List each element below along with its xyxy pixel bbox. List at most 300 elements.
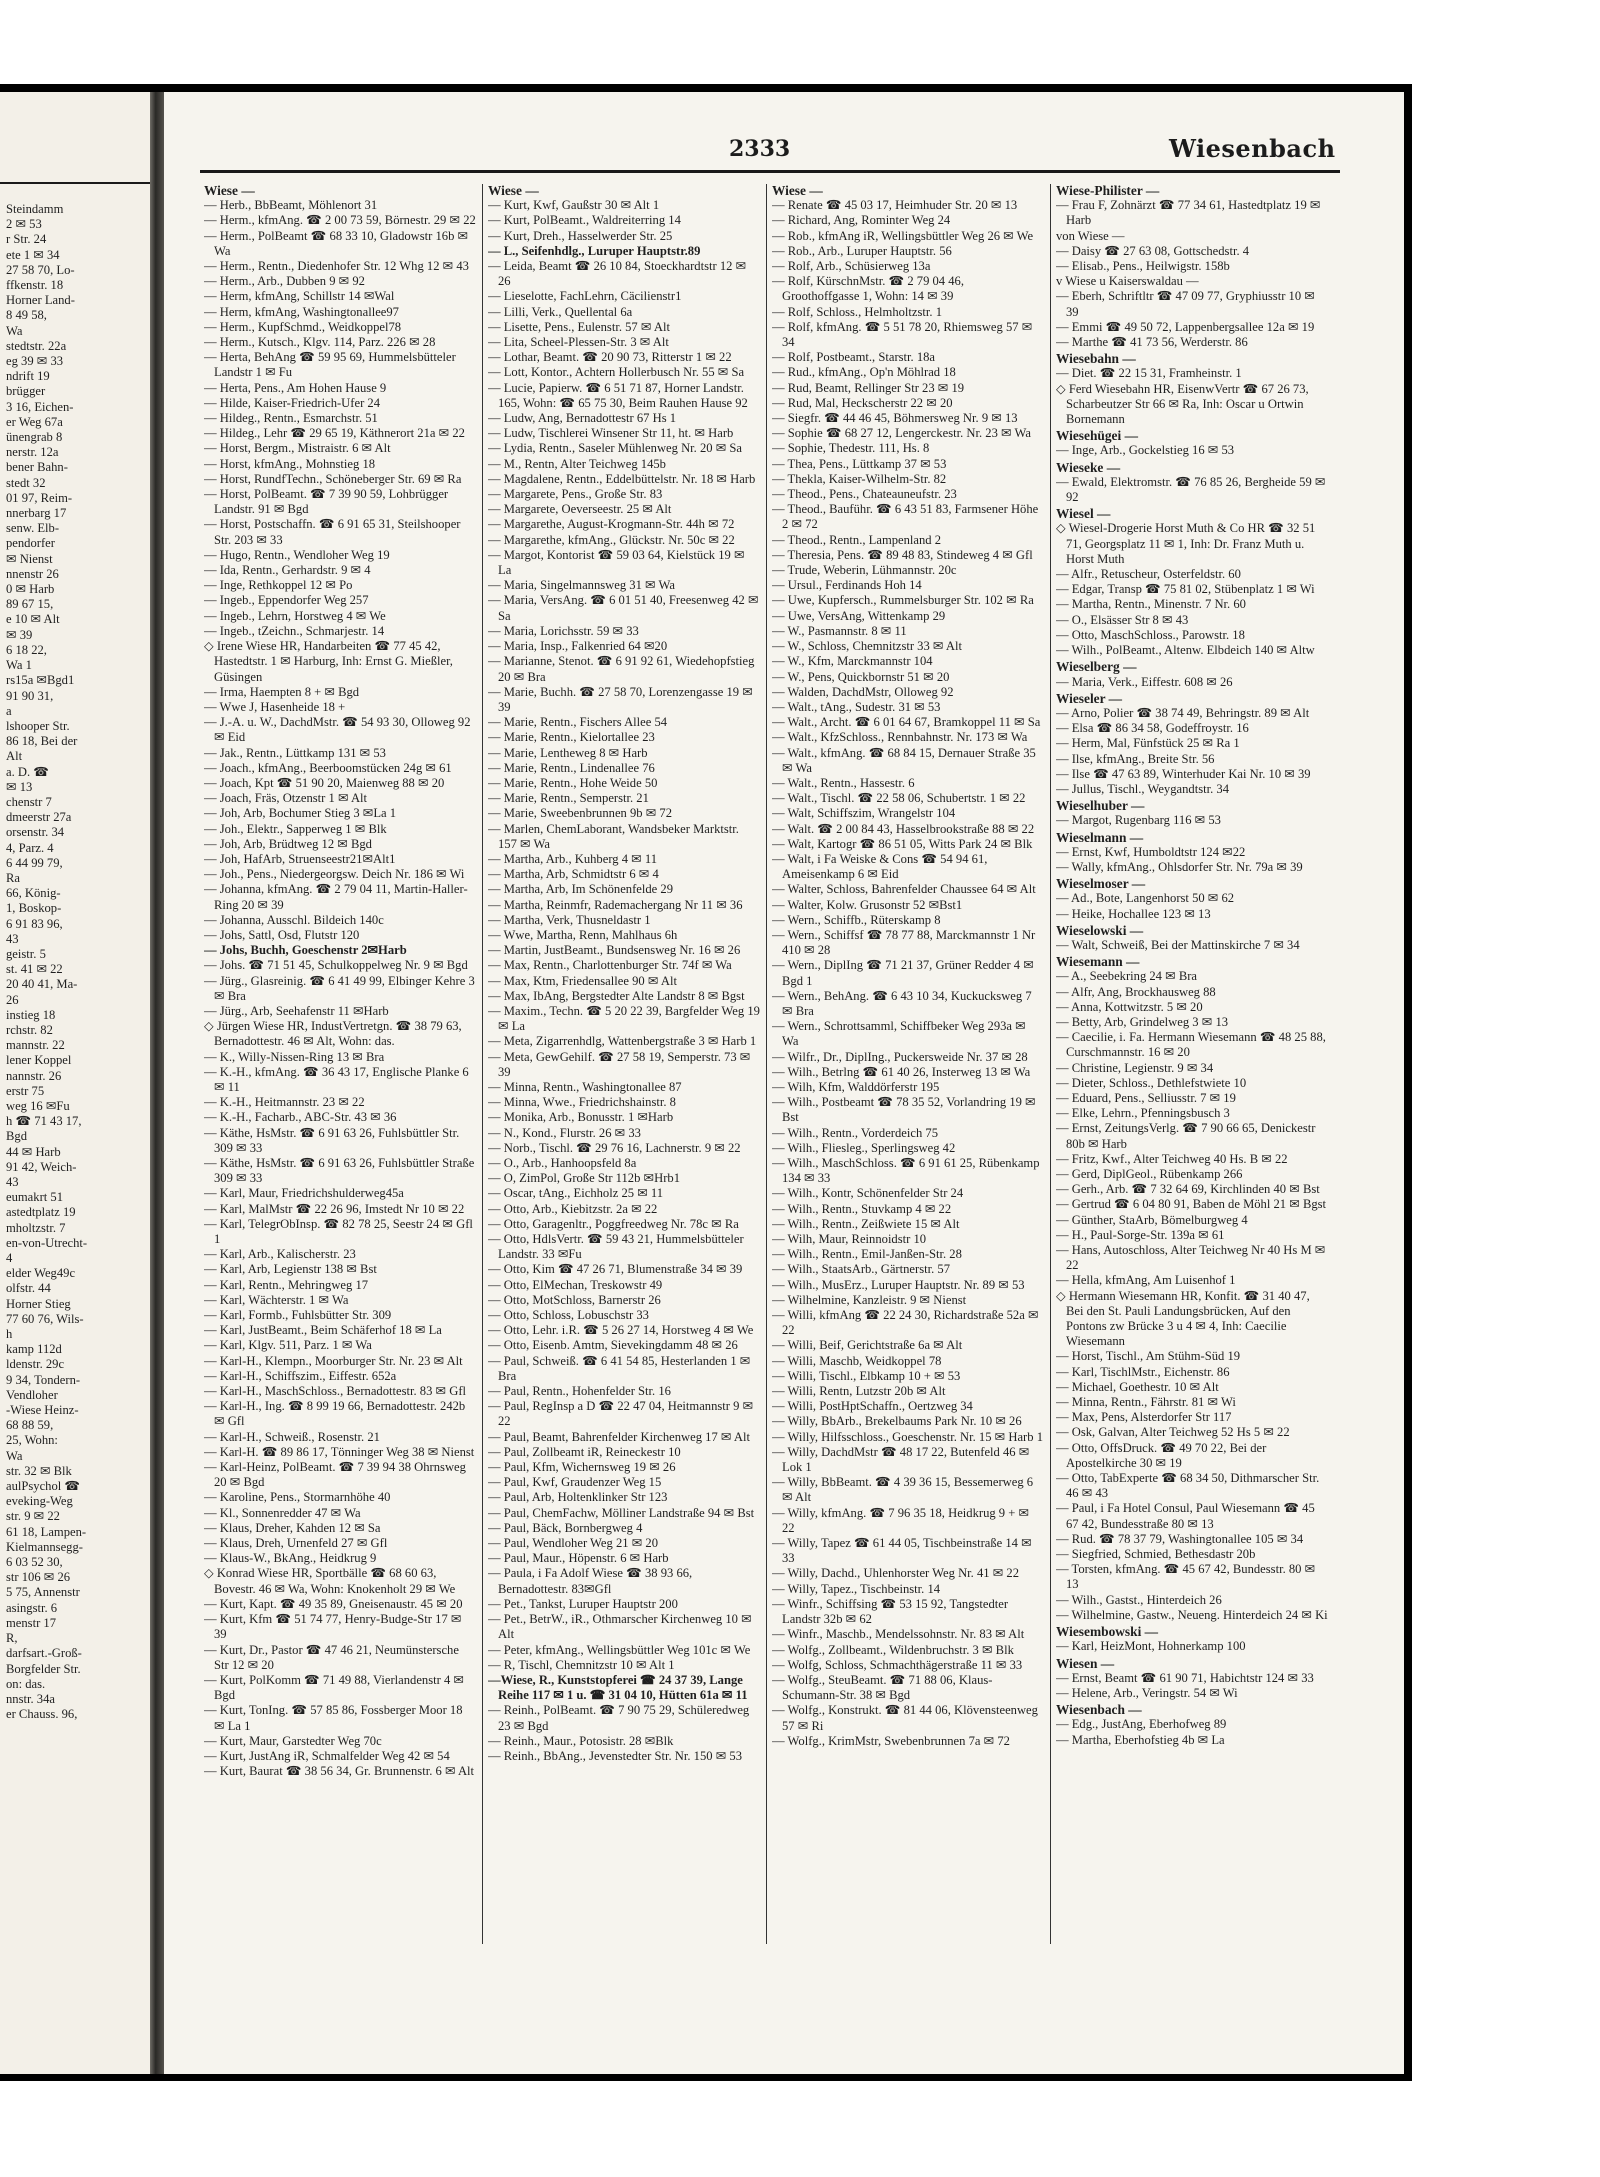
directory-entry: — Siegfr. ☎ 44 46 45, Böhmersweg Nr. 9 ✉ 13 [772, 411, 1018, 426]
left-page-line: ✉ 13 [6, 779, 33, 794]
directory-entry: — W., Pens, Quickbornstr 51 ✉ 20 [772, 669, 950, 684]
directory-entry: — Irma, Haempten 8 + ✉ Bgd [204, 684, 360, 699]
left-page-line: Wa 1 [6, 658, 32, 673]
directory-entry: — Marie, Rentn., Semperstr. 21 [488, 791, 649, 806]
directory-entry: — Pet., Tankst, Luruper Hauptstr 200 [488, 1596, 678, 1611]
directory-entry: — Kurt, Kapt. ☎ 49 35 89, Gneisenaustr. 45 ✉ 20 [204, 1596, 463, 1611]
left-page-line: str. 9 ✉ 22 [6, 1509, 60, 1524]
left-page-line: geistr. 5 [6, 946, 46, 961]
directory-entry: — Willi, kfmAng ☎ 22 24 30, Richardstraße 52a ✉ 22 [772, 1308, 1039, 1338]
directory-entry: — Wern., Schiffsf ☎ 78 77 88, Marckmannstr 1 Nr 410 ✉ 28 [772, 927, 1036, 958]
directory-entry: — L., Seifenhdlg., Luruper Hauptstr.89 [488, 243, 701, 258]
directory-entry: — Rob., Arb., Luruper Hauptstr. 56 [772, 243, 952, 258]
left-page-line: 91 90 31, [6, 688, 54, 703]
directory-entry: — Reinh., Maur., Potosistr. 28 ✉Blk [488, 1733, 674, 1748]
directory-entry: ◇ Konrad Wiese HR, Sportbälle ☎ 68 60 63, Bovestr. 46 ✉ Wa, Wohn: Knokenholt 29 ✉ We [204, 1566, 456, 1596]
directory-entry: — Edgar, Transp ☎ 75 81 02, Stübenplatz 1 ✉ Wi [1056, 582, 1315, 597]
directory-column-4 [1056, 182, 1328, 1748]
directory-entry: — Wolfg., Konstrukt. ☎ 81 44 06, Klövensteenweg 57 ✉ Ri [772, 1703, 1038, 1733]
directory-entry: von Wiese — [1056, 228, 1125, 243]
directory-entry: — Marlen, ChemLaborant, Wandsbeker Marktstr. 157 ✉ Wa [488, 821, 739, 851]
left-page-line: Wa [6, 1448, 23, 1463]
left-page-line: nnstr. 34a [6, 1691, 55, 1706]
directory-entry: — Paul, Maur., Höpenstr. 6 ✉ Harb [488, 1551, 669, 1566]
left-page-line: h ☎ 71 43 17, [6, 1114, 82, 1129]
directory-entry: — Marie, Rentn., Fischers Allee 54 [488, 715, 668, 730]
directory-entry: — Johanna, kfmAng. ☎ 2 79 04 11, Martin-Haller-Ring 20 ✉ 39 [204, 882, 468, 912]
directory-entry: — Uwe, VersAng, Wittenkamp 29 [772, 608, 946, 623]
directory-entry: — Karl, Formb., Fuhlsbütter Str. 309 [204, 1308, 392, 1323]
surname-heading: Wieselberg — [1056, 659, 1137, 675]
directory-entry: — Wolfg., Zollbeamt., Wildenbruchstr. 3 ✉ Blk [772, 1642, 1014, 1657]
directory-entry: — Meta, Zigarrenhdlg, Wattenbergstraße 3 ✉ Harb 1 [488, 1034, 757, 1049]
directory-entry: — Oscar, tAng., Eichholz 25 ✉ 11 [488, 1186, 664, 1201]
directory-entry: — Jürg., Arb, Seehafenstr 11 ✉Harb [204, 1003, 389, 1018]
directory-entry: — Paul, Zollbeamt iR, Reineckestr 10 [488, 1444, 681, 1459]
directory-entry: — Emmi ☎ 49 50 72, Lappenbergsallee 12a ✉ 19 [1056, 319, 1315, 334]
directory-entry: — Karl, JustBeamt., Beim Schäferhof 18 ✉ La [204, 1323, 442, 1338]
directory-entry: — Wilh., MaschSchloss. ☎ 6 91 61 25, Rübenkamp 134 ✉ 33 [772, 1156, 1040, 1186]
directory-entry: — Herm, kfmAng, Washingtonallee97 [204, 304, 399, 319]
directory-entry: — Karl, Klgv. 511, Parz. 1 ✉ Wa [204, 1338, 372, 1353]
directory-entry: — M., Rentn, Alter Teichweg 145b [488, 456, 666, 471]
directory-entry: — Karl-H., Schweiß., Rosenstr. 21 [204, 1429, 380, 1444]
directory-entry: — Kurt, TonIng. ☎ 57 85 86, Fossberger Moor 18 ✉ La 1 [204, 1703, 463, 1733]
directory-entry: — Margarethe, kfmAng., Glückstr. Nr. 50c ✉ 22 [488, 532, 735, 547]
directory-entry: — Walt, Schweiß, Bei der Mattinskirche 7 ✉ 34 [1056, 937, 1300, 952]
left-page-line: nnerbarg 17 [6, 506, 67, 521]
directory-entry: — Karl, HeizMont, Hohnerkamp 100 [1056, 1639, 1246, 1654]
directory-entry: — Paula, i Fa Adolf Wiese ☎ 38 93 66, Bernadottestr. 83✉Gfl [488, 1566, 693, 1596]
directory-entry: — Diet. ☎ 22 15 31, Framheinstr. 1 [1056, 366, 1242, 381]
page-number: 2333 [729, 136, 791, 162]
directory-entry: — Otto, OffsDruck. ☎ 49 70 22, Bei der Apostelkirche 30 ✉ 19 [1056, 1440, 1267, 1470]
directory-entry: — Wilh, Kfm, Walddörferstr 195 [772, 1079, 940, 1094]
left-page-line: mannstr. 22 [6, 1038, 65, 1053]
directory-entry: — Willy, BbBeamt. ☎ 4 39 36 15, Bessemerweg 6 ✉ Alt [772, 1475, 1034, 1505]
left-page-line: 1, Boskop- [6, 901, 62, 916]
directory-entry: — K.-H., kfmAng. ☎ 36 43 17, Englische Planke 6 ✉ 11 [204, 1064, 469, 1094]
directory-entry: — Wilh., Rentn., Stuvkamp 4 ✉ 22 [772, 1201, 952, 1216]
left-page-rule [0, 182, 150, 184]
directory-entry: — Lieselotte, FachLehrn, Cäcilienstr1 [488, 289, 682, 304]
surname-heading: Wieseler — [1056, 690, 1123, 706]
directory-entry: — Willy, Tapez ☎ 61 44 05, Tischbeinstraße 14 ✉ 33 [772, 1536, 1032, 1566]
directory-entry: — Max, Pens, Alsterdorfer Str 117 [1056, 1410, 1232, 1425]
directory-entry: — Wilhelmine, Gastw., Neueng. Hinterdeich 24 ✉ Ki [1056, 1607, 1328, 1622]
directory-entry: — Lott, Kontor., Achtern Hollerbusch Nr. 55 ✉ Sa [488, 365, 745, 380]
directory-entry: — Wilh., Betrlng ☎ 61 40 26, Insterweg 13 ✉ Wa [772, 1064, 1031, 1079]
directory-entry: — Rolf, Arb., Schüsierweg 13a [772, 259, 931, 274]
directory-entry: — Horst, Bergm., Mistraistr. 6 ✉ Alt [204, 441, 391, 456]
directory-entry: — Martha, Arb, Schmidtstr 6 ✉ 4 [488, 867, 659, 882]
directory-entry: — Hugo, Rentn., Wendloher Weg 19 [204, 547, 390, 562]
directory-entry: — Paul, Arb, Holtenklinker Str 123 [488, 1490, 668, 1505]
directory-entry: — Lydia, Rentn., Saseler Mühlenweg Nr. 20 ✉ Sa [488, 441, 742, 456]
directory-entry: — Monika, Arb., Bonusstr. 1 ✉Harb [488, 1110, 674, 1125]
directory-entry: — Klaus-W., BkAng., Heidkrug 9 [204, 1551, 377, 1566]
directory-entry: — Joach., kfmAng., Beerboomstücken 24g ✉ 61 [204, 760, 452, 775]
directory-entry: — Gertrud ☎ 6 04 80 91, Baben de Möhl 21 ✉ Bgst [1056, 1197, 1327, 1212]
left-page-line: brügger [6, 384, 46, 399]
surname-heading: Wiesen — [1056, 1655, 1115, 1671]
directory-entry: — Herm., Rentn., Diedenhofer Str. 12 Whg 12 ✉ 43 [204, 259, 469, 274]
left-page-line: ffkenstr. 18 [6, 278, 64, 293]
left-page-line: 43 [6, 931, 19, 946]
left-page-line: 89 67 15, [6, 597, 54, 612]
directory-entry: — Theod., Bauführ. ☎ 6 43 51 83, Farmsener Höhe 2 ✉ 72 [772, 502, 1039, 532]
directory-entry: — Ernst, Beamt ☎ 61 90 71, Habichtstr 124 ✉ 33 [1056, 1670, 1314, 1685]
left-page-line: 4 [6, 1251, 13, 1266]
directory-entry: — Horst, RundfTechn., Schöneberger Str. 69 ✉ Ra [204, 471, 462, 486]
directory-entry: — Karl, TelegrObInsp. ☎ 82 78 25, Seestr 24 ✉ Gfl 1 [204, 1216, 473, 1247]
directory-entry: — Margot, Rugenbarg 116 ✉ 53 [1056, 813, 1221, 828]
directory-entry: — Helene, Arb., Veringstr. 54 ✉ Wi [1056, 1685, 1238, 1700]
column-divider [482, 184, 483, 1944]
directory-entry: — Ursul., Ferdinands Hoh 14 [772, 578, 922, 593]
directory-entry: — Renate ☎ 45 03 17, Heimhuder Str. 20 ✉ 13 [772, 198, 1018, 213]
directory-entry: — Rud, Beamt, Rellinger Str 23 ✉ 19 [772, 380, 965, 395]
left-page-line: ünengrab 8 [6, 430, 63, 445]
left-page-line: ✉ 39 [6, 627, 33, 642]
directory-entry: — Edg., JustAng, Eberhofweg 89 [1056, 1717, 1227, 1732]
left-page-line: a. D. ☎ [6, 764, 49, 779]
left-page-line: Steindamm [6, 202, 64, 216]
left-page-fragment [0, 92, 150, 2074]
directory-entry: — Otto, ElMechan, Treskowstr 49 [488, 1277, 663, 1292]
directory-entry: — Herta, BehAng ☎ 59 95 69, Hummelsbütteler Landstr 1 ✉ Fu [204, 350, 456, 380]
left-page-line: 77 60 76, Wils- [6, 1311, 84, 1326]
directory-entry: — Walt, i Fa Weiske & Cons ☎ 54 94 61, Ameisenkamp 6 ✉ Eid [772, 851, 988, 882]
directory-entry: — Herm, Mal, Fünfstück 25 ✉ Ra 1 [1056, 736, 1240, 751]
directory-entry: — Daisy ☎ 27 63 08, Gottschedstr. 4 [1056, 243, 1250, 258]
directory-entry: — Caecilie, i. Fa. Hermann Wiesemann ☎ 48 25 88, Curschmannstr. 16 ✉ 20 [1056, 1030, 1326, 1060]
directory-entry: — Hildeg., Lehr ☎ 29 65 19, Käthnerort 21a ✉ 22 [204, 426, 465, 441]
directory-entry: — Ingeb., tZeichn., Schmarjestr. 14 [204, 623, 385, 638]
directory-entry: — Magdalene, Rentn., Eddelbüttelstr. Nr. 18 ✉ Harb [488, 471, 756, 486]
directory-entry: — Marie, Lentheweg 8 ✉ Harb [488, 745, 648, 760]
directory-entry: — Maria, Singelmannsweg 31 ✉ Wa [488, 578, 675, 593]
directory-entry: — Maria, Insp., Falkenried 64 ✉20 [488, 639, 668, 654]
directory-entry: — Gerh., Arb. ☎ 7 32 64 69, Kirchlinden 40 ✉ Bst [1056, 1182, 1320, 1197]
book-gutter [150, 92, 164, 2074]
directory-entry: — Willi, Tischl., Elbkamp 10 + ✉ 53 [772, 1368, 961, 1383]
directory-entry: — Ingeb., Eppendorfer Weg 257 [204, 593, 369, 608]
left-page-line: str 106 ✉ 26 [6, 1570, 71, 1585]
left-page-line: menstr 17 [6, 1615, 57, 1630]
directory-entry: — Karl-H., Schiffszim., Eiffestr. 652a [204, 1368, 397, 1383]
surname-heading: Wieselmoser — [1056, 876, 1146, 892]
directory-entry: — Lothar, Beamt. ☎ 20 90 73, Ritterstr 1 ✉ 22 [488, 350, 732, 365]
directory-entry: — Willi, Maschb, Weidkoppel 78 [772, 1353, 942, 1368]
directory-entry: — Otto, Kim ☎ 47 26 71, Blumenstraße 34 ✉ 39 [488, 1262, 743, 1277]
directory-entry: — Marie, Sweebenbrunnen 9b ✉ 72 [488, 806, 673, 821]
left-page-line: senw. Elb- [6, 521, 60, 536]
directory-entry: — Ludw, Ang, Bernadottestr 67 Hs 1 [488, 411, 677, 426]
directory-entry: — W., Schloss, Chemnitzstr 33 ✉ Alt [772, 639, 963, 654]
directory-entry: — Winfr., Maschb., Mendelssohnstr. Nr. 83 ✉ Alt [772, 1627, 1025, 1642]
directory-entry: — J.-A. u. W., DachdMstr. ☎ 54 93 30, Olloweg 92 ✉ Eid [204, 715, 471, 745]
directory-entry: — Otto, Lehr. i.R. ☎ 5 26 27 14, Horstweg 4 ✉ We [488, 1323, 754, 1338]
left-page-line: eveking-Weg [6, 1494, 73, 1509]
directory-entry: — Richard, Ang, Rominter Weg 24 [772, 213, 951, 228]
left-page-line: Bgd [6, 1129, 27, 1144]
directory-entry: — Kurt, Kfm ☎ 51 74 77, Henry-Budge-Str 17 ✉ 39 [204, 1612, 462, 1642]
directory-entry: — Martha, Reinmfr, Rademachergang Nr 11 ✉ 36 [488, 897, 743, 912]
directory-entry: — Joh, HafArb, Struenseestr21✉Alt1 [204, 851, 396, 866]
left-page-line: 43 [6, 1175, 19, 1189]
directory-entry: — Rob., kfmAng iR, Wellingsbüttler Weg 26 ✉ We [772, 228, 1034, 243]
directory-entry: — Günther, StaArb, Bömelburgweg 4 [1056, 1212, 1248, 1227]
directory-entry: — Inge, Rethkoppel 12 ✉ Po [204, 578, 353, 593]
directory-entry: — Marie, Rentn., Kielortallee 23 [488, 730, 655, 745]
directory-entry: — Ernst, ZeitungsVerlg. ☎ 7 90 66 65, Denickestr 80b ✉ Harb [1056, 1121, 1316, 1151]
directory-entry: — Paul, ChemFachw, Mölliner Landstraße 94 ✉ Bst [488, 1505, 755, 1520]
directory-entry: — Theod., Pens., Chateauneufstr. 23 [772, 487, 957, 502]
left-page-line: 2 ✉ 53 [6, 217, 42, 232]
directory-entry: — Wern., DiplIng ☎ 71 21 37, Grüner Redder 4 ✉ Bgd 1 [772, 958, 1034, 988]
directory-entry: — Lisette, Pens., Eulenstr. 57 ✉ Alt [488, 319, 670, 334]
directory-entry: — Alfr., Retuscheur, Osterfeldstr. 60 [1056, 567, 1241, 582]
directory-entry: — Otto, Schloss, Lobuschstr 33 [488, 1308, 649, 1323]
directory-entry: — Theod., Rentn., Lampenland 2 [772, 532, 942, 547]
directory-entry: — Wilh., Rentn., Emil-Janßen-Str. 28 [772, 1247, 962, 1262]
directory-entry: — Inge, Arb., Gockelstieg 16 ✉ 53 [1056, 443, 1235, 458]
directory-entry: — Uwe, Kupfersch., Rummelsburger Str. 102 ✉ Ra [772, 593, 1034, 608]
surname-heading: Wiesebahn — [1056, 351, 1136, 367]
left-page-line: 66, König- [6, 886, 61, 901]
left-page-line: 20 40 41, Ma- [6, 977, 78, 992]
directory-entry: — Otto, MotSchloss, Barnerstr 26 [488, 1292, 661, 1307]
directory-entry: — Margarete, Oeverseestr. 25 ✉ Alt [488, 502, 672, 517]
directory-entry: — Walter, Kolw. Grusonstr 52 ✉Bst1 [772, 897, 963, 912]
directory-entry: — Rud, Mal, Heckscherstr 22 ✉ 20 [772, 395, 953, 410]
directory-entry: — Lucie, Papierw. ☎ 6 51 71 87, Horner Landstr. 165, Wohn: ☎ 65 75 30, Beim Rauhen Hause 92 [488, 380, 748, 410]
directory-entry: — Meta, GewGehilf. ☎ 27 58 19, Semperstr. 73 ✉ 39 [488, 1049, 751, 1079]
directory-entry: ◇ Irene Wiese HR, Handarbeiten ☎ 77 45 42, Hastedtstr. 1 ✉ Harburg, Inh: Ernst G. Mießler, Güsingen [204, 639, 453, 684]
directory-entry: — Lita, Scheel-Plessen-Str. 3 ✉ Alt [488, 335, 669, 350]
left-page-line: Vendloher [6, 1387, 58, 1402]
directory-entry: — Willy, kfmAng. ☎ 7 96 35 18, Heidkrug 9 + ✉ 22 [772, 1505, 1030, 1535]
left-page-line: 0 ✉ Harb [6, 582, 55, 597]
directory-entry: — A., Seebekring 24 ✉ Bra [1056, 969, 1198, 984]
directory-entry: — Thekla, Kaiser-Wilhelm-Str. 82 [772, 471, 947, 486]
directory-entry: — Martha, Arb., Kuhberg 4 ✉ 11 [488, 851, 658, 866]
directory-entry: — Joach, Kpt ☎ 51 90 20, Maienweg 88 ✉ 20 [204, 775, 445, 790]
directory-entry: — Joh., Pens., Niedergeorgsw. Deich Nr. 186 ✉ Wi [204, 867, 465, 882]
directory-entry: — Margarethe, August-Krogmann-Str. 44h ✉ 72 [488, 517, 735, 532]
directory-entry: — Wilh., MusErz., Luruper Hauptstr. Nr. 89 ✉ 53 [772, 1277, 1025, 1292]
left-page-line: Wa [6, 323, 23, 338]
directory-entry: — Dieter, Schloss., Dethlefstwiete 10 [1056, 1075, 1247, 1090]
left-page-line: 61 18, Lampen- [6, 1524, 87, 1539]
column-divider [766, 184, 767, 1944]
directory-entry: — Betty, Arb, Grindelweg 3 ✉ 13 [1056, 1014, 1229, 1029]
left-page-line: 9 34, Tondern- [6, 1372, 81, 1387]
directory-entry: — Herb., BbBeamt, Möhlenort 31 [204, 198, 378, 213]
directory-entry: — Ad., Bote, Langenhorst 50 ✉ 62 [1056, 891, 1235, 906]
directory-entry: — Kurt, Dreh., Hasselwerder Str. 25 [488, 228, 673, 243]
left-page-line: on: das. [6, 1676, 46, 1691]
directory-entry: — Minna, Rentn., Washingtonallee 87 [488, 1079, 682, 1094]
directory-entry: — Sophie ☎ 68 27 12, Lengerckestr. Nr. 23 ✉ Wa [772, 426, 1031, 441]
directory-entry: — Martha, Eberhofstieg 4b ✉ La [1056, 1732, 1225, 1747]
directory-entry: — Paul, Kfm, Wichernsweg 19 ✉ 26 [488, 1460, 676, 1475]
left-page-line: instieg 18 [6, 1007, 56, 1022]
left-page-line: Ra [6, 870, 20, 885]
directory-entry: — Wilh., PolBeamt., Altenw. Elbdeich 140 ✉ Altw [1056, 643, 1315, 658]
directory-entry: — Wilh., Gastst., Hinterdeich 26 [1056, 1592, 1222, 1607]
directory-entry: — Ewald, Elektromstr. ☎ 76 85 26, Bergheide 59 ✉ 92 [1056, 474, 1326, 505]
left-page-line: lshooper Str. [6, 718, 70, 733]
left-page-line: 3 16, Eichen- [6, 399, 74, 414]
directory-entry: — Gerd, DiplGeol., Rübenkamp 266 [1056, 1167, 1243, 1181]
directory-entry: ◇ Wiesel-Drogerie Horst Muth & Co HR ☎ 32 51 71, Georgsplatz 11 ✉ 1, Inh: Dr. Franz Muth u. Horst Muth [1056, 521, 1316, 566]
directory-page [164, 92, 1404, 2074]
left-page-line: kamp 112d [6, 1342, 62, 1357]
surname-heading: Wiesemann — [1056, 954, 1140, 970]
directory-entry: — Lilli, Verk., Quellental 6a [488, 304, 633, 319]
directory-entry: — Karl-H., Klempn., Moorburger Str. Nr. 23 ✉ Alt [204, 1353, 463, 1368]
directory-entry: — Wilh., StaatsArb., Gärtnerstr. 57 [772, 1262, 950, 1277]
directory-entry: — Jak., Rentn., Lüttkamp 131 ✉ 53 [204, 745, 386, 760]
directory-entry: — Torsten, kfmAng. ☎ 45 67 42, Bundesstr. 80 ✉ 13 [1056, 1562, 1316, 1592]
left-page-line: str. 32 ✉ Blk [6, 1463, 72, 1478]
directory-entry: — Walter, Schloss, Bahrenfelder Chaussee 64 ✉ Alt [772, 882, 1036, 897]
directory-entry: — Karoline, Pens., Stormarnhöhe 40 [204, 1490, 391, 1505]
directory-entry: — Walt, Schiffszim, Wrangelstr 104 [772, 806, 956, 821]
left-page-line: 6 44 99 79, [6, 855, 63, 870]
directory-column-2 [488, 182, 760, 1764]
directory-entry: — Pet., BetrW., iR., Othmarscher Kirchenweg 10 ✉ Alt [488, 1612, 752, 1642]
directory-entry: — Reinh., PolBeamt. ☎ 7 90 75 29, Schüleredweg 23 ✉ Bgd [488, 1703, 750, 1733]
left-page-line: nnenstr 26 [6, 566, 59, 581]
directory-entry: — Elke, Lehrn., Pfenningsbusch 3 [1056, 1106, 1230, 1121]
directory-entry: — Johanna, Ausschl. Bildeich 140c [204, 912, 384, 927]
directory-entry: — Ernst, Kwf, Humboldtstr 124 ✉22 [1056, 844, 1246, 859]
left-page-line: weg 16 ✉Fu [6, 1098, 70, 1113]
directory-entry: — Walt. ☎ 2 00 84 43, Hasselbrookstraße 88 ✉ 22 [772, 821, 1035, 836]
surname-heading: Wiesenbach — [1056, 1702, 1142, 1718]
directory-entry: — Paul, Rentn., Hohenfelder Str. 16 [488, 1384, 671, 1399]
directory-entry: — Rolf, Postbeamt., Starstr. 18a [772, 350, 936, 365]
directory-entry: — Ida, Rentn., Gerhardstr. 9 ✉ 4 [204, 563, 371, 578]
left-page-line: 27 58 70, Lo- [6, 262, 75, 277]
directory-entry: — Horst, kfmAng., Mohnstieg 18 [204, 456, 376, 471]
directory-entry: — O, ZimPol, Große Str 112b ✉Hrb1 [488, 1171, 680, 1186]
directory-entry: — H., Paul-Sorge-Str. 139a ✉ 61 [1056, 1227, 1225, 1242]
directory-entry: — Marie, Rentn., Hohe Weide 50 [488, 775, 658, 790]
directory-entry: — Horst, PolBeamt. ☎ 7 39 90 59, Lohbrügger Landstr. 91 ✉ Bgd [204, 487, 449, 517]
left-page-line: e 10 ✉ Alt [6, 612, 60, 627]
directory-entry: — Maria, Lorichsstr. 59 ✉ 33 [488, 623, 639, 638]
left-page-line: Alt [6, 749, 23, 764]
directory-entry: — Otto, HdlsVertr. ☎ 59 43 21, Hummelsbütteler Landstr. 33 ✉Fu [488, 1232, 744, 1262]
directory-entry: — Rolf, kfmAng. ☎ 5 51 78 20, Rhiemsweg 57 ✉ 34 [772, 319, 1033, 350]
directory-entry: — Fritz, Kwf., Alter Teichweg 40 Hs. B ✉ 22 [1056, 1151, 1288, 1166]
directory-entry: — Leida, Beamt ☎ 26 10 84, Stoeckhardtstr 12 ✉ 26 [488, 259, 747, 289]
directory-entry: — Klaus, Dreh, Urnenfeld 27 ✉ Gfl [204, 1536, 388, 1551]
left-page-line: rchstr. 82 [6, 1022, 53, 1037]
directory-entry: — Wilh., Rentn., Zeißwiete 15 ✉ Alt [772, 1216, 960, 1231]
left-page-line: eumakrt 51 [6, 1190, 64, 1205]
directory-entry: — Hella, kfmAng, Am Luisenhof 1 [1056, 1273, 1236, 1288]
directory-entry: — Walt., Rentn., Hassestr. 6 [772, 775, 915, 790]
surname-heading: Wiese — [204, 183, 255, 198]
directory-entry: — Willy, Hilfsschloss., Goeschenstr. Nr. 15 ✉ Harb 1 [772, 1429, 1043, 1444]
directory-entry: — Willy, DachdMstr ☎ 48 17 22, Butenfeld 46 ✉ Lok 1 [772, 1444, 1030, 1475]
directory-entry: — Wwe J, Hasenheide 18 + [204, 699, 346, 714]
left-page-line: rs15a ✉Bgd1 [6, 673, 75, 688]
directory-entry: — K., Willy-Nissen-Ring 13 ✉ Bra [204, 1049, 385, 1064]
directory-entry: — Herm., PolBeamt ☎ 68 33 10, Gladowstr 16b ✉ Wa [204, 228, 469, 258]
directory-entry: — Willi, Rentn, Lutzstr 20b ✉ Alt [772, 1384, 946, 1399]
surname-heading: Wiesembowski — [1056, 1624, 1159, 1640]
directory-entry: — Joh, Arb, Bochumer Stieg 3 ✉La 1 [204, 806, 397, 821]
left-page-line: ✉ Nienst [6, 551, 53, 566]
surname-heading: Wiesel — [1056, 506, 1111, 522]
directory-entry: — Kurt, Kwf, Gaußstr 30 ✉ Alt 1 [488, 198, 660, 213]
directory-entry: — Elisab., Pens., Heilwigstr. 158b [1056, 259, 1230, 274]
directory-entry: — Maria, VersAng. ☎ 6 01 51 40, Freesenweg 42 ✉ Sa [488, 593, 759, 623]
left-page-line: st. 41 ✉ 22 [6, 962, 63, 977]
directory-entry: — Osk, Galvan, Alter Teichweg 52 Hs 5 ✉ 22 [1056, 1425, 1290, 1440]
left-page-line: 44 ✉ Harb [6, 1144, 61, 1159]
directory-entry: — Karl, TischlMstr., Eichenstr. 86 [1056, 1364, 1230, 1379]
left-page-line: bener Bahn- [6, 460, 68, 475]
directory-entry: — Walt., tAng., Sudestr. 31 ✉ 53 [772, 699, 941, 714]
directory-entry: — Karl, Arb., Kalischerstr. 23 [204, 1247, 356, 1262]
directory-entry: — Ludw, Tischlerei Winsener Str 11, ht. ✉ Harb [488, 426, 734, 441]
directory-entry: — Norb., Tischl. ☎ 29 76 16, Lachnerstr. 9 ✉ 22 [488, 1140, 741, 1155]
left-page-line: aulPsychol ☎ [6, 1479, 81, 1494]
directory-entry: — Marie, Rentn., Lindenallee 76 [488, 760, 655, 775]
directory-entry: — Hans, Autoschloss, Alter Teichweg Nr 40 Hs M ✉ 22 [1056, 1243, 1326, 1273]
left-page-line: h [6, 1327, 13, 1342]
left-page-column [6, 202, 146, 1722]
directory-entry: — Kurt, PolKomm ☎ 71 49 88, Vierlandenstr 4 ✉Bgd [204, 1672, 464, 1703]
directory-entry: — Otto, MaschSchloss., Parowstr. 18 [1056, 627, 1245, 642]
directory-entry: — Willy, Dachd., Uhlenhorster Weg Nr. 41 ✉ 22 [772, 1566, 1019, 1581]
directory-entry: — R, Tischl, Chemnitzstr 10 ✉ Alt 1 [488, 1657, 675, 1672]
left-page-line: ndrift 19 [6, 369, 50, 384]
directory-column-1 [204, 182, 476, 1779]
directory-entry: — Walt, Kartogr ☎ 86 51 05, Witts Park 24 ✉ Blk [772, 836, 1033, 851]
left-page-line: er Weg 67a [6, 414, 63, 429]
directory-entry: — K.-H., Facharb., ABC-Str. 43 ✉ 36 [204, 1110, 397, 1125]
directory-entry: — Johs, Buchh, Goeschenstr 2✉Harb [204, 943, 407, 958]
directory-entry: — Kurt, Maur, Garstedter Weg 70c [204, 1733, 382, 1748]
directory-entry: — Herm., kfmAng. ☎ 2 00 73 59, Börnestr. 29 ✉ 22 [204, 213, 476, 228]
directory-entry: — Johs, Sattl, Osd, Flutstr 120 [204, 927, 360, 942]
left-page-line: 68 88 59, [6, 1418, 54, 1433]
directory-entry: — Heike, Hochallee 123 ✉ 13 [1056, 906, 1211, 921]
surname-heading: Wieselhuber — [1056, 798, 1145, 814]
directory-entry: — Willy, BbArb., Brekelbaums Park Nr. 10 ✉ 26 [772, 1414, 1022, 1429]
directory-entry: — Wern., Schrottsamml, Schiffbeker Weg 293a ✉ Wa [772, 1019, 1026, 1049]
left-page-line: astedtplatz 19 [6, 1205, 76, 1220]
running-head: Wiesenbach [1169, 134, 1336, 163]
directory-entry: — Karl-H., Ing. ☎ 8 99 19 66, Bernadottestr. 242b ✉ Gfl [204, 1399, 466, 1429]
directory-entry: — Paul, Bäck, Bornbergweg 4 [488, 1520, 643, 1535]
directory-entry: — Paul, Beamt, Bahrenfelder Kirchenweg 17 ✉ Alt [488, 1429, 751, 1444]
directory-entry: — Martha, Verk, Thusneldastr 1 [488, 912, 651, 927]
directory-entry: — Paul, i Fa Hotel Consul, Paul Wiesemann ☎ 45 67 42, Bundesstraße 80 ✉ 13 [1056, 1501, 1315, 1531]
directory-entry: — Michael, Goethestr. 10 ✉ Alt [1056, 1379, 1219, 1394]
directory-entry: — Walt., KfzSchloss., Rennbahnstr. Nr. 173 ✉ Wa [772, 730, 1028, 745]
directory-entry: — Theresia, Pens. ☎ 89 48 83, Stindeweg 4 ✉ Gfl [772, 547, 1033, 562]
directory-entry: v Wiese u Kaiserswaldau — [1056, 274, 1199, 289]
